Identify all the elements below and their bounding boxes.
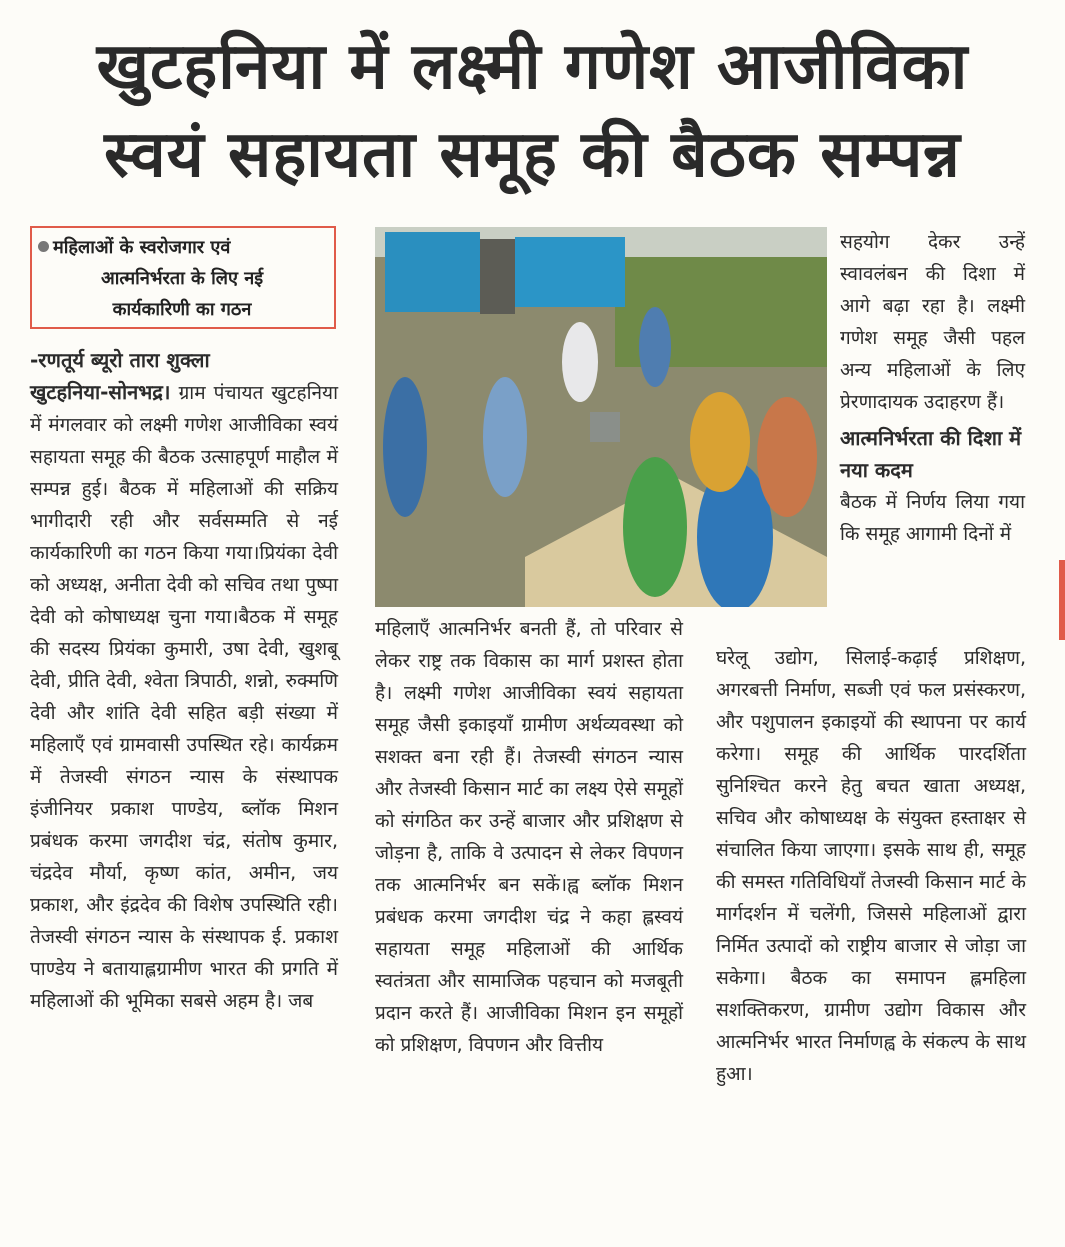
article-column-3 bbox=[840, 226, 1025, 550]
headline-line-2: स्वयं सहायता समूह की बैठक सम्पन्न bbox=[104, 118, 961, 192]
meeting-photo bbox=[375, 227, 827, 607]
article-column-2 bbox=[375, 613, 683, 1061]
highlight-line-1: महिलाओं के स्वरोजगार एवं bbox=[38, 232, 326, 263]
column-1-body: खुटहनिया-सोनभद्र। ग्राम पंचायत खुटहनिया में मंगलवार को लक्ष्मी गणेश आजीविका स्वयं सहायता समूह की बैठक उत्साहपूर्ण माहौल में सम्पन्न हुई। बैठक में महिलाओं की सक्रिय भागीदारी रही और सर्वसम्मति से नई कार्यकारिणी का गठन किया गया।प्रियंका देवी को अध्यक्ष, अनीता देवी को सचिव तथा पुष्पा देवी को कोषाध्यक्ष चुना गया।बैठक में समूह की सदस्य प्रियंका कुमारी, उषा देवी, खुशबू देवी, प्रीति देवी, श्वेता त्रिपाठी, शन्नो, रुक्मणि देवी और शांति देवी सहित बड़ी संख्या में महिलाएँ एवं ग्रामवासी उपस्थित रहे। कार्यक्रम में तेजस्वी संगठन न्यास के संस्थापक इंजीनियर प्रकाश पाण्डेय, ब्लॉक मिशन प्रबंधक करमा जगदीश चंद्र, संतोष कुमार, चंद्रदेव मौर्या, कृष्ण कांत, अमीन, जय प्रकाश, और इंद्रदेव की विशेष उपस्थिति रही। तेजस्वी संगठन न्यास के संस्थापक ई. प्रकाश पाण्डेय ने बतायाह्लग्रामीण भारत की प्रगति में महिलाओं की भूमिका सबसे अहम है। जब bbox=[30, 380, 338, 1012]
column-2-body: महिलाएँ आत्मनिर्भर बनती हैं, तो परिवार से लेकर राष्ट्र तक विकास का मार्ग प्रशस्त होता है। लक्ष्मी गणेश आजीविका स्वयं सहायता समूह जैसी इकाइयाँ ग्रामीण अर्थव्यवस्था को सशक्त बना रही हैं। तेजस्वी संगठन न्यास और तेजस्वी किसान मार्ट का लक्ष्य ऐसे समूहों को संगठित कर उन्हें बाजार और प्रशिक्षण से जोड़ना है, ताकि वे उत्पादन से लेकर विपणन तक आत्मनिर्भर बन सकें।ह्व ब्लॉक मिशन प्रबंधक करमा जगदीश चंद्र ने कहा ह्लस्वयं सहायता समूह महिलाओं की आर्थिक स्वतंत्रता और सामाजिक पहचान को मजबूती प्रदान करते हैं। आजीविका मिशन इन समूहों को प्रशिक्षण, विपणन और वित्तीय bbox=[375, 618, 683, 1056]
column-4-body: घरेलू उद्योग, सिलाई-कढ़ाई प्रशिक्षण, अगरबत्ती निर्माण, सब्जी एवं फल प्रसंस्करण, और पशुपालन इकाइयों की स्थापना पर कार्य करेगा। समूह की आर्थिक पारदर्शिता सुनिश्चित करने हेतु बचत खाता अध्यक्ष, सचिव और कोषाध्यक्ष के संयुक्त हस्ताक्षर से संचालित किया जाएगा। इसके साथ ही, समूह की समस्त गतिविधियाँ तेजस्वी किसान मार्ट के मार्गदर्शन में चलेंगी, जिससे महिलाओं द्वारा निर्मित उत्पादों को राष्ट्रीय बाजार से जोड़ा जा सकेगा। बैठक का समापन ह्लमहिला सशक्तिकरण, ग्रामीण उद्योग विकास और आत्मनिर्भर भारत निर्माणह्व के संकल्प के साथ हुआ। bbox=[716, 647, 1026, 1085]
highlight-box bbox=[30, 226, 336, 329]
byline: -रणतूर्य ब्यूरो तारा शुक्ला bbox=[30, 348, 210, 372]
article-column-4 bbox=[716, 642, 1026, 1090]
bullet-icon bbox=[38, 241, 49, 252]
dateline: खुटहनिया-सोनभद्र। bbox=[30, 380, 171, 404]
article-column-1 bbox=[30, 344, 338, 1017]
subheading: आत्मनिर्भरता की दिशा में नया कदम bbox=[840, 426, 1022, 482]
headline-line-1: खुटहनिया में लक्ष्मी गणेश आजीविका bbox=[96, 30, 969, 104]
page-edge-mark bbox=[1059, 560, 1065, 640]
highlight-line-2: आत्मनिर्भरता के लिए नई bbox=[100, 268, 264, 289]
column-3-mid: बैठक में निर्णय लिया गया कि समूह आगामी दिनों में bbox=[840, 491, 1025, 545]
meeting-photo-illustration bbox=[375, 227, 827, 607]
column-3-top: सहयोग देकर उन्हें स्वावलंबन की दिशा में आगे बढ़ा रहा है। लक्ष्मी गणेश समूह जैसी पहल अन्य महिलाओं के लिए प्रेरणादायक उदाहरण हैं। bbox=[840, 231, 1025, 413]
highlight-line-3: कार्यकारिणी का गठन bbox=[112, 299, 252, 320]
